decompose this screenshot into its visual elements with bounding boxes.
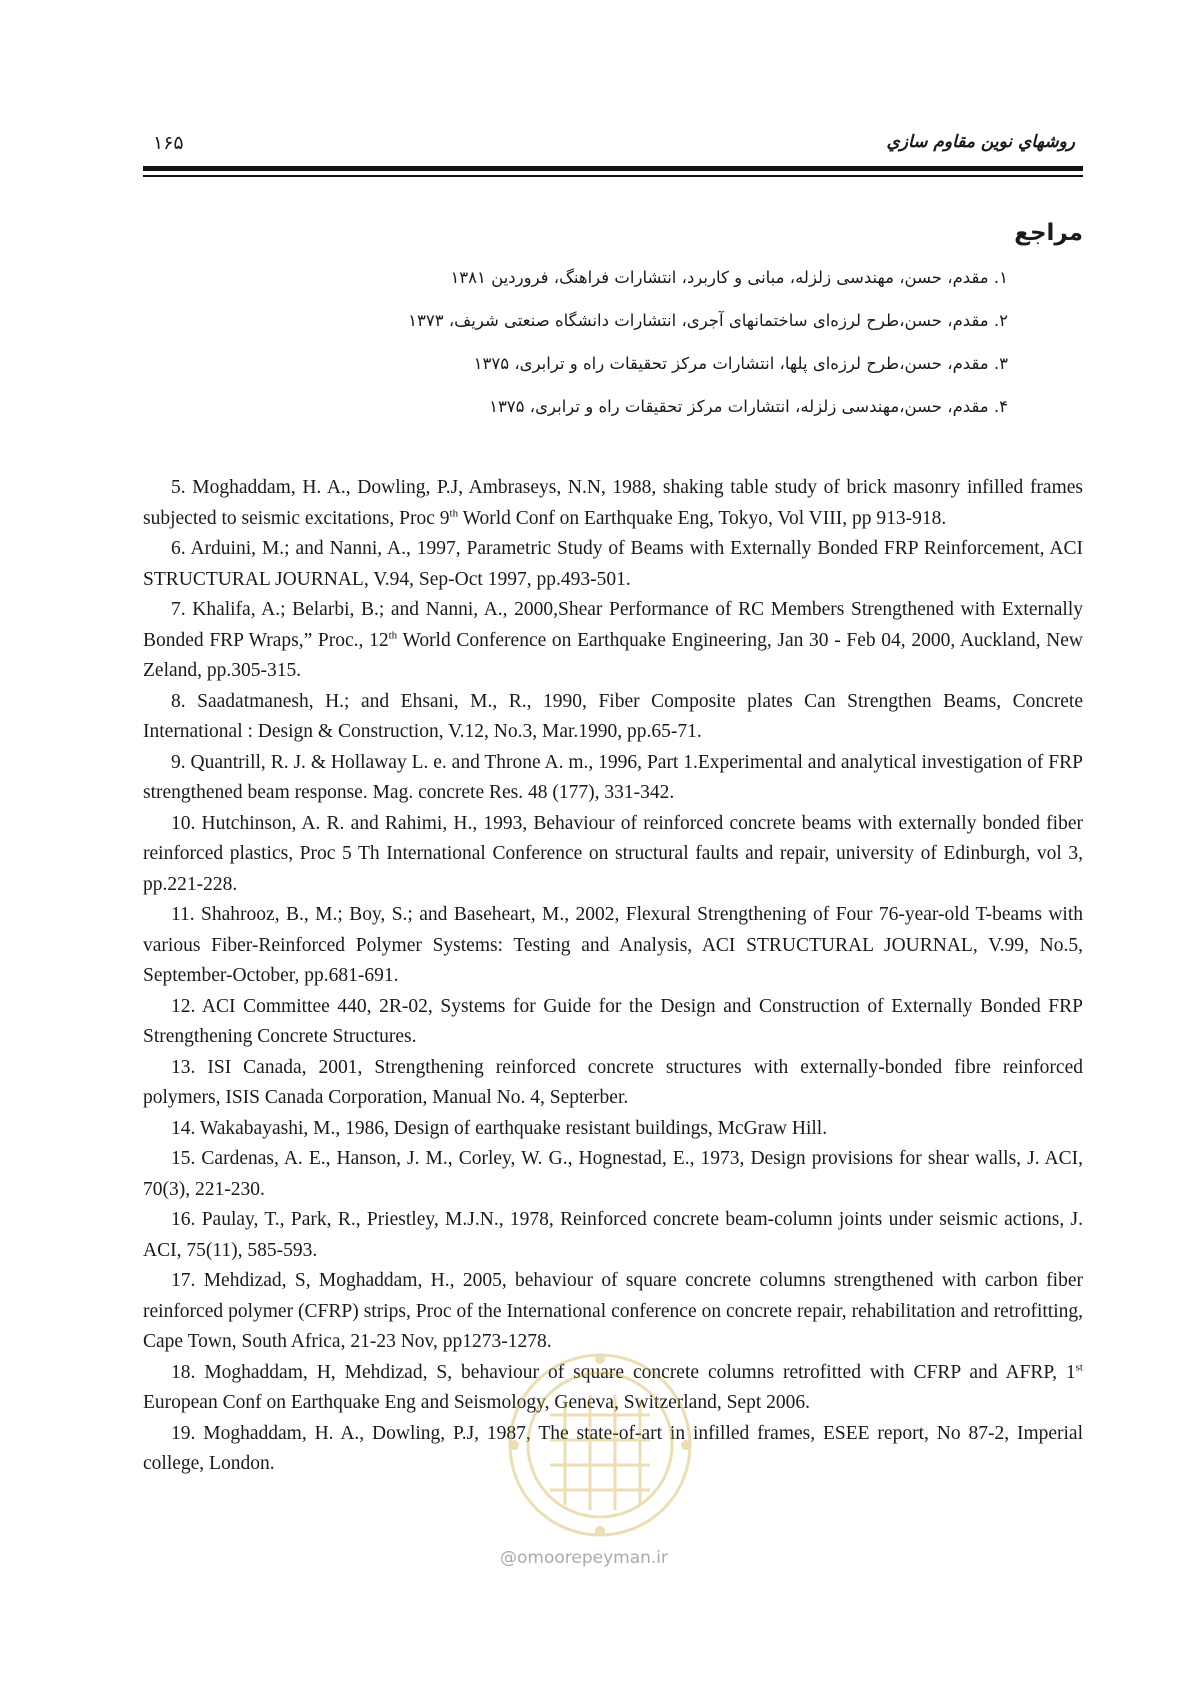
reference-item (143, 1205, 1083, 1266)
reference-text: 10. Hutchinson, A. R. and Rahimi, H., 1993, Behaviour of reinforced concrete beams with externally bonded fiber reinforced plastics, Proc 5 Th International Conference on structural faults and repair, university of Edinburgh, vol 3, pp.221-228. (143, 812, 1083, 895)
reference-item (143, 687, 1083, 748)
reference-superscript: th (388, 629, 398, 641)
reference-superscript: st (1075, 1361, 1083, 1373)
reference-text: 11. Shahrooz, B., M.; Boy, S.; and Baseheart, M., 2002, Flexural Strengthening of Four 76-year-old T-beams with various Fiber-Reinforced Polymer Systems: Testing and Analysis, ACI STRUCTURAL JOURNAL, V.99, No.5, September-October, pp.681-691. (143, 904, 1083, 986)
reference-item (143, 809, 1083, 901)
reference-text: 16. Paulay, T., Park, R., Priestley, M.J.N., 1978, Reinforced concrete beam-column joints under seismic actions, J. ACI, 75(11), 585-593. (143, 1209, 1083, 1261)
reference-text: 13. ISI Canada, 2001, Strengthening reinforced concrete structures with externally-bonded fibre reinforced polymers, ISIS Canada Corporation, Manual No. 4, Septerber. (143, 1056, 1083, 1108)
header-rule-thin (143, 175, 1083, 177)
reference-item (143, 1053, 1083, 1114)
watermark-seal-logo (490, 1345, 710, 1545)
persian-reference-list (208, 256, 1008, 428)
reference-text-cont: European Conf on Earthquake Eng and Seismology, Geneva, Switzerland, Sept 2006. (143, 1392, 810, 1413)
reference-text: 6. Arduini, M.; and Nanni, A., 1997, Parametric Study of Beams with Externally Bonded FRP Reinforcement, ACI STRUCTURAL JOURNAL, V.94, Sep-Oct 1997, pp.493-501. (143, 538, 1083, 590)
persian-reference-item: ۲. مقدم، حسن،طرح لرزه‌ای ساختمانهای آجری، انتشارات دانشگاه صنعتی شریف، ۱۳۷۳ (408, 311, 1008, 330)
english-reference-list (143, 473, 1083, 1480)
reference-superscript: th (449, 507, 459, 519)
reference-text: 8. Saadatmanesh, H.; and Ehsani, M., R., 1990, Fiber Composite plates Can Strengthen Beams, Concrete International : Design & Construction, V.12, No.3, Mar.1990, pp.65-71. (143, 690, 1083, 742)
reference-item (143, 748, 1083, 809)
reference-item (143, 900, 1083, 992)
reference-text-cont: World Conference on Earthquake Engineering, Jan 30 - Feb 04, 2000, Auckland, New Zeland, pp.305-315. (143, 629, 1083, 681)
reference-item (143, 1114, 1083, 1145)
persian-reference-item: ۱. مقدم، حسن، مهندسی زلزله، مبانی و کاربرد، انتشارات فراهنگ، فروردین ۱۳۸۱ (450, 268, 1008, 287)
reference-item (143, 1266, 1083, 1358)
header-rule-thick (143, 166, 1083, 171)
persian-reference-item: ۴. مقدم، حسن،مهندسی زلزله، انتشارات مرکز تحقیقات راه و ترابری، ۱۳۷۵ (489, 397, 1008, 416)
running-title: روشهاي نوين مقاوم سازي (886, 132, 1075, 152)
references-heading: مراجع (1014, 220, 1083, 246)
page-number: ۱۶۵ (153, 132, 184, 154)
reference-text: 12. ACI Committee 440, 2R-02, Systems for Guide for the Design and Construction of Externally Bonded FRP Strengthening Concrete Structures. (143, 995, 1083, 1047)
reference-text: 18. Moghaddam, H, Mehdizad, S, behaviour of square concrete columns retrofitted with CFRP and AFRP, 1 (171, 1361, 1076, 1383)
reference-text: 7. Khalifa, A.; Belarbi, B.; and Nanni, A., 2000,Shear Performance of RC Members Strengthened with Externally Bonded FRP Wraps,” Proc., 12 (143, 599, 1083, 651)
reference-item (143, 992, 1083, 1053)
reference-item (143, 534, 1083, 595)
persian-reference-item: ۳. مقدم، حسن،طرح لرزه‌ای پلها، انتشارات مرکز تحقیقات راه و ترابری، ۱۳۷۵ (473, 354, 1008, 373)
reference-item (143, 595, 1083, 687)
reference-text: 14. Wakabayashi, M., 1986, Design of earthquake resistant buildings, McGraw Hill. (171, 1117, 828, 1139)
reference-text: 5. Moghaddam, H. A., Dowling, P.J, Ambraseys, N.N, 1988, shaking table study of brick masonry infilled frames subjected to seismic excitations, Proc 9 (143, 477, 1083, 529)
watermark-text: @omoorepeyman.ir (500, 1548, 669, 1568)
reference-text: 17. Mehdizad, S, Moghaddam, H., 2005, behaviour of square concrete columns strengthened with carbon fiber reinforced polymer (CFRP) strips, Proc of the International conference on concrete repair, rehabilitation and retrofitting, Cape Town, South Africa, 21-23 Nov, pp1273-1278. (143, 1270, 1083, 1352)
page-header (143, 128, 1083, 158)
reference-item (143, 1144, 1083, 1205)
reference-text-cont: World Conf on Earthquake Eng, Tokyo, Vol VIII, pp 913-918. (458, 507, 947, 529)
reference-item (143, 473, 1083, 534)
reference-text: 15. Cardenas, A. E., Hanson, J. M., Corley, W. G., Hognestad, E., 1973, Design provisions for shear walls, J. ACI, 70(3), 221-230. (143, 1148, 1083, 1200)
reference-text: 19. Moghaddam, H. A., Dowling, P.J, 1987, The state-of-art in infilled frames, ESEE report, No 87-2, Imperial college, London. (143, 1422, 1083, 1474)
reference-text: 9. Quantrill, R. J. & Hollaway L. e. and Throne A. m., 1996, Part 1.Experimental and analytical investigation of FRP strengthened beam response. Mag. concrete Res. 48 (177), 331-342. (143, 751, 1083, 803)
